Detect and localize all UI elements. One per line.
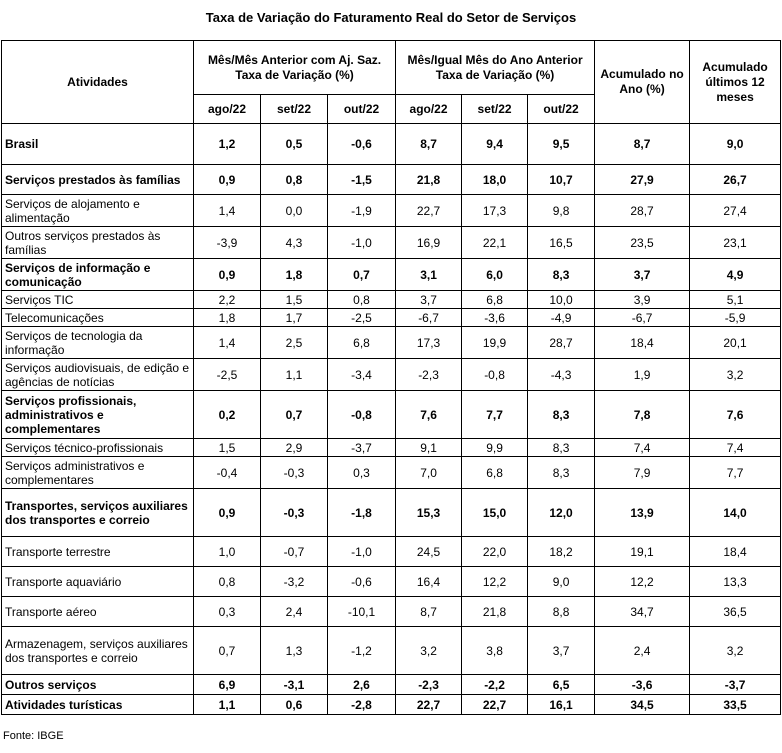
row-value: 1,1 [194,695,261,715]
header-accum-12: Acumulado últimos 12 meses [690,41,781,124]
row-value: -0,6 [328,567,396,597]
row-value: 16,4 [396,567,462,597]
row-value: -2,3 [396,359,462,391]
row-value: -10,1 [328,597,396,627]
row-value: 0,6 [261,695,328,715]
row-value: 0,8 [194,567,261,597]
row-value: 27,4 [690,195,781,227]
row-value: 3,7 [595,259,690,291]
row-value: 16,9 [396,227,462,259]
row-value: 8,7 [595,124,690,165]
row-label: Transporte terrestre [2,537,194,567]
row-value: 14,0 [690,489,781,537]
row-value: -1,2 [328,627,396,675]
row-value: 6,8 [328,327,396,359]
row-value: 5,1 [690,291,781,309]
row-label: Serviços prestados às famílias [2,165,194,195]
row-value: 24,5 [396,537,462,567]
row-value: 12,0 [528,489,595,537]
row-label: Serviços de informação e comunicação [2,259,194,291]
row-label: Serviços técnico-profissionais [2,439,194,457]
row-value: 6,8 [462,291,528,309]
row-value: 0,7 [261,391,328,439]
row-value: 0,3 [194,597,261,627]
row-value: 7,4 [595,439,690,457]
row-value: -3,4 [328,359,396,391]
row-value: 7,0 [396,457,462,489]
row-value: 3,1 [396,259,462,291]
row-label: Brasil [2,124,194,165]
row-value: 2,2 [194,291,261,309]
row-value: 7,8 [595,391,690,439]
row-label: Serviços audiovisuais, de edição e agências de notícias [2,359,194,391]
row-value: 18,4 [690,537,781,567]
header-group-mom: Mês/Mês Anterior com Aj. Saz. Taxa de Variação (%) [194,41,396,95]
row-value: 9,0 [528,567,595,597]
row-value: 7,4 [690,439,781,457]
row-value: 1,5 [261,291,328,309]
row-value: 7,7 [690,457,781,489]
row-value: -2,8 [328,695,396,715]
row-value: 1,9 [595,359,690,391]
row-value: -0,6 [328,124,396,165]
row-value: 0,9 [194,489,261,537]
table-row [2,227,781,259]
row-value: 7,7 [462,391,528,439]
row-value: 3,2 [690,359,781,391]
row-value: -1,0 [328,537,396,567]
row-value: 20,1 [690,327,781,359]
row-value: 22,0 [462,537,528,567]
table-row [2,627,781,675]
table-row [2,359,781,391]
row-value: 9,9 [462,439,528,457]
header-month: set/22 [261,95,328,124]
row-value: -2,5 [328,309,396,327]
row-value: -1,0 [328,227,396,259]
row-value: 34,7 [595,597,690,627]
row-value: 3,2 [690,627,781,675]
row-value: 6,9 [194,675,261,695]
row-label: Serviços TIC [2,291,194,309]
table-row [2,195,781,227]
row-value: -0,7 [261,537,328,567]
row-value: 4,9 [690,259,781,291]
row-value: 8,3 [528,439,595,457]
row-value: 7,6 [396,391,462,439]
row-value: 0,8 [261,165,328,195]
services-table [1,40,781,715]
row-value: 1,0 [194,537,261,567]
row-value: 26,7 [690,165,781,195]
row-value: 17,3 [462,195,528,227]
row-value: 21,8 [462,597,528,627]
table-title: Taxa de Variação do Faturamento Real do Setor de Serviços [205,10,577,25]
row-value: -4,9 [528,309,595,327]
row-value: -5,9 [690,309,781,327]
row-value: 0,7 [194,627,261,675]
row-value: -3,7 [690,675,781,695]
row-value: 0,0 [261,195,328,227]
table-row [2,567,781,597]
row-value: -2,5 [194,359,261,391]
row-value: -1,8 [328,489,396,537]
row-value: 22,1 [462,227,528,259]
row-value: 8,8 [528,597,595,627]
row-label: Atividades turísticas [2,695,194,715]
row-value: 9,1 [396,439,462,457]
row-label: Telecomunicações [2,309,194,327]
row-value: 19,1 [595,537,690,567]
row-label: Transporte aquaviário [2,567,194,597]
header-month: ago/22 [396,95,462,124]
row-value: 2,6 [328,675,396,695]
row-value: -0,8 [462,359,528,391]
row-value: 1,4 [194,327,261,359]
row-value: 33,5 [690,695,781,715]
row-value: -1,9 [328,195,396,227]
table-row [2,675,781,695]
table-row [2,259,781,291]
row-label: Serviços profissionais, administrativos e complementares [2,391,194,439]
row-value: 0,8 [328,291,396,309]
row-value: 15,3 [396,489,462,537]
row-value: 19,9 [462,327,528,359]
row-value: 10,7 [528,165,595,195]
table-row [2,391,781,439]
row-value: 0,9 [194,259,261,291]
row-value: 3,7 [528,627,595,675]
row-value: 2,9 [261,439,328,457]
row-value: 28,7 [595,195,690,227]
row-value: 8,7 [396,597,462,627]
row-label: Serviços de tecnologia da informação [2,327,194,359]
row-value: -0,4 [194,457,261,489]
row-value: -3,9 [194,227,261,259]
header-month: set/22 [462,95,528,124]
row-value: 36,5 [690,597,781,627]
row-value: 22,7 [396,695,462,715]
row-value: 28,7 [528,327,595,359]
table-row [2,695,781,715]
row-label: Serviços administrativos e complementares [2,457,194,489]
table-row [2,597,781,627]
row-value: 9,0 [690,124,781,165]
row-value: 1,8 [261,259,328,291]
row-value: -0,3 [261,489,328,537]
row-value: 23,5 [595,227,690,259]
row-value: 1,7 [261,309,328,327]
row-value: 21,8 [396,165,462,195]
row-value: 1,8 [194,309,261,327]
row-value: 3,8 [462,627,528,675]
row-value: 9,4 [462,124,528,165]
row-value: 8,3 [528,391,595,439]
row-value: -4,3 [528,359,595,391]
row-value: 2,5 [261,327,328,359]
row-value: 3,7 [396,291,462,309]
row-value: 4,3 [261,227,328,259]
row-value: 12,2 [462,567,528,597]
row-value: -2,3 [396,675,462,695]
header-month: out/22 [528,95,595,124]
header-month: out/22 [328,95,396,124]
row-label: Outros serviços [2,675,194,695]
row-value: 2,4 [595,627,690,675]
row-value: 0,5 [261,124,328,165]
table-row [2,439,781,457]
row-value: 23,1 [690,227,781,259]
row-value: -3,1 [261,675,328,695]
row-value: -3,7 [328,439,396,457]
row-value: 15,0 [462,489,528,537]
row-value: 8,7 [396,124,462,165]
row-value: 10,0 [528,291,595,309]
row-value: 1,2 [194,124,261,165]
row-value: 13,3 [690,567,781,597]
row-value: 27,9 [595,165,690,195]
table-row [2,327,781,359]
row-value: 1,1 [261,359,328,391]
header-group-yoy: Mês/Igual Mês do Ano Anterior Taxa de Variação (%) [396,41,595,95]
row-value: 17,3 [396,327,462,359]
row-value: 1,4 [194,195,261,227]
row-value: 18,0 [462,165,528,195]
table-row [2,457,781,489]
row-value: 18,2 [528,537,595,567]
row-value: 0,7 [328,259,396,291]
row-value: 9,8 [528,195,595,227]
header-month: ago/22 [194,95,261,124]
row-value: -2,2 [462,675,528,695]
header-activities: Atividades [2,41,194,124]
row-value: 34,5 [595,695,690,715]
table-row [2,489,781,537]
row-value: 1,3 [261,627,328,675]
row-value: 0,9 [194,165,261,195]
row-value: -0,3 [261,457,328,489]
row-value: 3,9 [595,291,690,309]
row-value: 0,2 [194,391,261,439]
row-value: -3,6 [595,675,690,695]
row-value: 3,2 [396,627,462,675]
row-value: 12,2 [595,567,690,597]
row-label: Armazenagem, serviços auxiliares dos transportes e correio [2,627,194,675]
row-value: 8,3 [528,457,595,489]
source-note: Fonte: IBGE [3,730,64,742]
row-value: -0,8 [328,391,396,439]
row-value: 7,6 [690,391,781,439]
row-value: 1,5 [194,439,261,457]
row-value: 0,3 [328,457,396,489]
table-row [2,165,781,195]
row-value: 22,7 [462,695,528,715]
row-value: 16,5 [528,227,595,259]
row-value: -6,7 [396,309,462,327]
row-label: Serviços de alojamento e alimentação [2,195,194,227]
row-value: 7,9 [595,457,690,489]
row-value: -1,5 [328,165,396,195]
table-body [2,124,781,715]
row-value: -6,7 [595,309,690,327]
row-value: 13,9 [595,489,690,537]
row-value: -3,6 [462,309,528,327]
table-row [2,291,781,309]
row-label: Transportes, serviços auxiliares dos transportes e correio [2,489,194,537]
header-accum-year: Acumulado no Ano (%) [595,41,690,124]
row-value: 6,8 [462,457,528,489]
row-label: Transporte aéreo [2,597,194,627]
table-row [2,537,781,567]
row-value: 16,1 [528,695,595,715]
table-row [2,124,781,165]
row-value: -3,2 [261,567,328,597]
table-row [2,309,781,327]
row-value: 22,7 [396,195,462,227]
row-value: 6,5 [528,675,595,695]
row-label: Outros serviços prestados às famílias [2,227,194,259]
row-value: 9,5 [528,124,595,165]
row-value: 2,4 [261,597,328,627]
row-value: 18,4 [595,327,690,359]
row-value: 6,0 [462,259,528,291]
row-value: 8,3 [528,259,595,291]
